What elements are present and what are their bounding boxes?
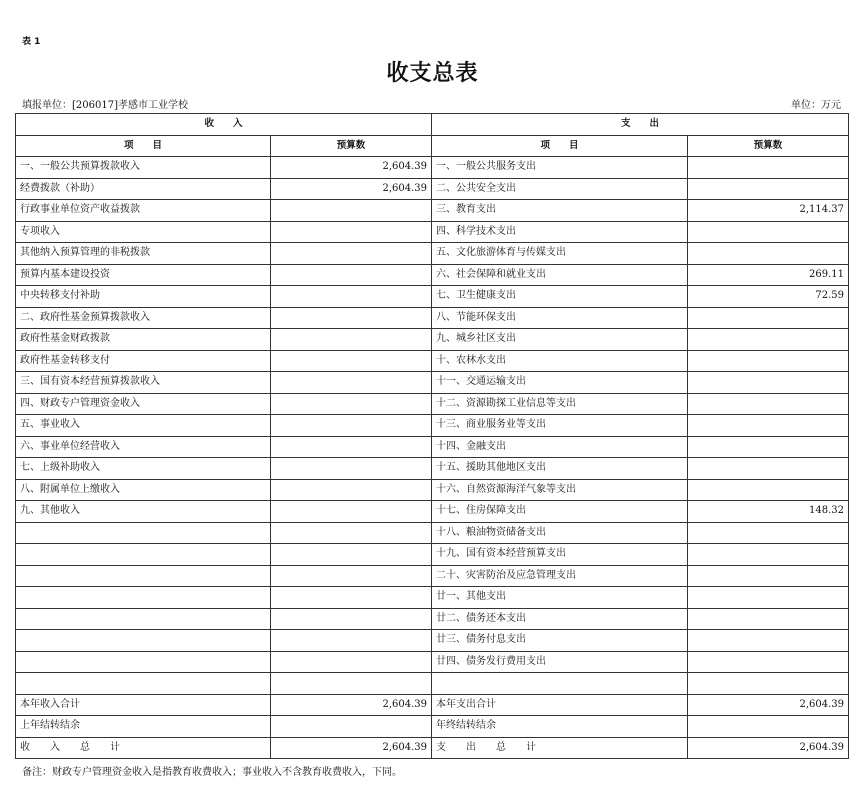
table-row [16, 565, 849, 587]
expense-value-cell [688, 608, 849, 630]
expense-value-cell: 2,114.37 [688, 200, 849, 222]
expense-value-cell: 148.32 [688, 501, 849, 523]
expense-value-cell [688, 221, 849, 243]
expense-value-cell: 2,604.39 [688, 694, 849, 716]
expense-value-cell [688, 436, 849, 458]
income-item-cell: 五、事业收入 [16, 415, 271, 437]
expense-item-cell: 六、社会保障和就业支出 [432, 264, 688, 286]
income-item-cell [16, 630, 271, 652]
income-item-cell: 收 入 总 计 [16, 737, 271, 759]
income-item-cell: 专项收入 [16, 221, 271, 243]
income-value-cell: 2,604.39 [271, 178, 432, 200]
table-row [16, 200, 849, 222]
expense-value-cell [688, 350, 849, 372]
income-item-cell: 九、其他收入 [16, 501, 271, 523]
table-row [16, 307, 849, 329]
income-item-cell: 经费拨款（补助） [16, 178, 271, 200]
expense-item-cell: 四、科学技术支出 [432, 221, 688, 243]
table-row [16, 329, 849, 351]
income-item-cell [16, 651, 271, 673]
table-row [16, 673, 849, 695]
expense-item-cell: 十六、自然资源海洋气象等支出 [432, 479, 688, 501]
expense-value-cell: 269.11 [688, 264, 849, 286]
income-group-header: 收 入 [16, 114, 432, 136]
table-row [16, 221, 849, 243]
table-row [16, 501, 849, 523]
income-item-cell: 本年收入合计 [16, 694, 271, 716]
income-value-cell [271, 286, 432, 308]
table-row [16, 286, 849, 308]
income-value-cell [271, 221, 432, 243]
income-item-cell: 政府性基金财政拨款 [16, 329, 271, 351]
expense-value-cell [688, 587, 849, 609]
expense-value-cell [688, 178, 849, 200]
expense-item-cell: 五、文化旅游体育与传媒支出 [432, 243, 688, 265]
expense-item-cell: 廿一、其他支出 [432, 587, 688, 609]
expense-value-cell [688, 565, 849, 587]
income-value-cell [271, 243, 432, 265]
income-item-cell [16, 673, 271, 695]
expense-value-cell [688, 522, 849, 544]
income-value-cell [271, 565, 432, 587]
expense-item-cell: 七、卫生健康支出 [432, 286, 688, 308]
table-row [16, 716, 849, 738]
expense-value-cell: 72.59 [688, 286, 849, 308]
table-row [16, 737, 849, 759]
table-row [16, 608, 849, 630]
expense-group-header: 支 出 [432, 114, 849, 136]
income-item-cell: 七、上级补助收入 [16, 458, 271, 480]
income-item-cell: 一、一般公共预算拨款收入 [16, 157, 271, 179]
income-value-cell [271, 673, 432, 695]
expense-value-cell [688, 479, 849, 501]
expense-item-cell: 十四、金融支出 [432, 436, 688, 458]
expense-item-cell: 十八、粮油物资储备支出 [432, 522, 688, 544]
income-value-cell [271, 350, 432, 372]
income-item-cell: 三、国有资本经营预算拨款收入 [16, 372, 271, 394]
expense-item-cell: 年终结转结余 [432, 716, 688, 738]
expense-item-cell: 本年支出合计 [432, 694, 688, 716]
expense-item-cell: 廿二、债务还本支出 [432, 608, 688, 630]
expense-value-cell [688, 393, 849, 415]
income-item-cell: 行政事业单位资产收益拨款 [16, 200, 271, 222]
income-value-cell: 2,604.39 [271, 737, 432, 759]
income-value-cell [271, 200, 432, 222]
table-row [16, 178, 849, 200]
income-value-cell: 2,604.39 [271, 157, 432, 179]
expense-value-cell [688, 157, 849, 179]
income-value-cell [271, 716, 432, 738]
budget-summary-table [15, 113, 849, 759]
expense-item-cell: 十、农林水支出 [432, 350, 688, 372]
expense-item-cell: 二十、灾害防治及应急管理支出 [432, 565, 688, 587]
table-row [16, 157, 849, 179]
expense-value-cell [688, 544, 849, 566]
page-title: 收支总表 [386, 61, 479, 86]
income-value-cell [271, 501, 432, 523]
income-item-cell: 中央转移支付补助 [16, 286, 271, 308]
table-row [16, 415, 849, 437]
table-row [16, 393, 849, 415]
income-item-cell: 政府性基金转移支付 [16, 350, 271, 372]
income-value-cell [271, 479, 432, 501]
expense-item-cell: 廿四、债务发行费用支出 [432, 651, 688, 673]
income-item-cell: 六、事业单位经营收入 [16, 436, 271, 458]
expense-item-header: 项 目 [432, 135, 688, 157]
table-row [16, 587, 849, 609]
income-item-cell [16, 587, 271, 609]
table-label: 表 1 [22, 37, 41, 47]
income-value-cell [271, 329, 432, 351]
expense-value-cell [688, 329, 849, 351]
income-value-cell [271, 307, 432, 329]
table-row [16, 479, 849, 501]
income-value-cell [271, 458, 432, 480]
table-row [16, 243, 849, 265]
table-row [16, 436, 849, 458]
expense-value-cell: 2,604.39 [688, 737, 849, 759]
expense-value-cell [688, 630, 849, 652]
expense-item-cell [432, 673, 688, 695]
expense-value-cell [688, 651, 849, 673]
income-value-cell [271, 264, 432, 286]
income-value-cell [271, 630, 432, 652]
income-item-header: 项 目 [16, 135, 271, 157]
expense-item-cell: 十九、国有资本经营预算支出 [432, 544, 688, 566]
expense-item-cell: 一、一般公共服务支出 [432, 157, 688, 179]
table-row [16, 350, 849, 372]
table-header-row [16, 135, 849, 157]
income-value-cell [271, 544, 432, 566]
reporting-unit: 填报单位：[206017]孝感市工业学校 [22, 100, 188, 111]
income-item-cell: 四、财政专户管理资金收入 [16, 393, 271, 415]
expense-item-cell: 九、城乡社区支出 [432, 329, 688, 351]
income-value-cell [271, 393, 432, 415]
income-item-cell: 预算内基本建设投资 [16, 264, 271, 286]
income-value-cell [271, 372, 432, 394]
income-item-cell [16, 608, 271, 630]
table-row [16, 264, 849, 286]
expense-item-cell: 八、节能环保支出 [432, 307, 688, 329]
expense-item-cell: 十七、住房保障支出 [432, 501, 688, 523]
table-row [16, 458, 849, 480]
expense-item-cell: 十三、商业服务业等支出 [432, 415, 688, 437]
income-value-cell [271, 415, 432, 437]
expense-budget-header: 预算数 [688, 135, 849, 157]
expense-value-cell [688, 243, 849, 265]
income-item-cell [16, 544, 271, 566]
expense-item-cell: 十五、援助其他地区支出 [432, 458, 688, 480]
table-header-group-row [16, 114, 849, 136]
table-row [16, 630, 849, 652]
income-item-cell: 八、附属单位上缴收入 [16, 479, 271, 501]
income-value-cell [271, 608, 432, 630]
expense-item-cell: 十一、交通运输支出 [432, 372, 688, 394]
income-item-cell: 二、政府性基金预算拨款收入 [16, 307, 271, 329]
expense-value-cell [688, 307, 849, 329]
table-row [16, 372, 849, 394]
income-value-cell [271, 436, 432, 458]
expense-value-cell [688, 372, 849, 394]
income-budget-header: 预算数 [271, 135, 432, 157]
income-value-cell: 2,604.39 [271, 694, 432, 716]
income-value-cell [271, 522, 432, 544]
income-item-cell: 其他纳入预算管理的非税拨款 [16, 243, 271, 265]
expense-item-cell: 十二、资源勘探工业信息等支出 [432, 393, 688, 415]
expense-value-cell [688, 716, 849, 738]
footnote: 备注：财政专户管理资金收入是指教育收费收入；事业收入不含教育收费收入，下同。 [22, 767, 402, 778]
currency-unit: 单位：万元 [791, 100, 841, 111]
expense-item-cell: 二、公共安全支出 [432, 178, 688, 200]
expense-value-cell [688, 415, 849, 437]
table-row [16, 694, 849, 716]
table-row [16, 544, 849, 566]
income-item-cell: 上年结转结余 [16, 716, 271, 738]
income-value-cell [271, 651, 432, 673]
table-row [16, 522, 849, 544]
income-item-cell [16, 565, 271, 587]
income-item-cell [16, 522, 271, 544]
expense-item-cell: 支 出 总 计 [432, 737, 688, 759]
income-value-cell [271, 587, 432, 609]
table-row [16, 651, 849, 673]
expense-value-cell [688, 458, 849, 480]
expense-value-cell [688, 673, 849, 695]
expense-item-cell: 三、教育支出 [432, 200, 688, 222]
expense-item-cell: 廿三、债务付息支出 [432, 630, 688, 652]
